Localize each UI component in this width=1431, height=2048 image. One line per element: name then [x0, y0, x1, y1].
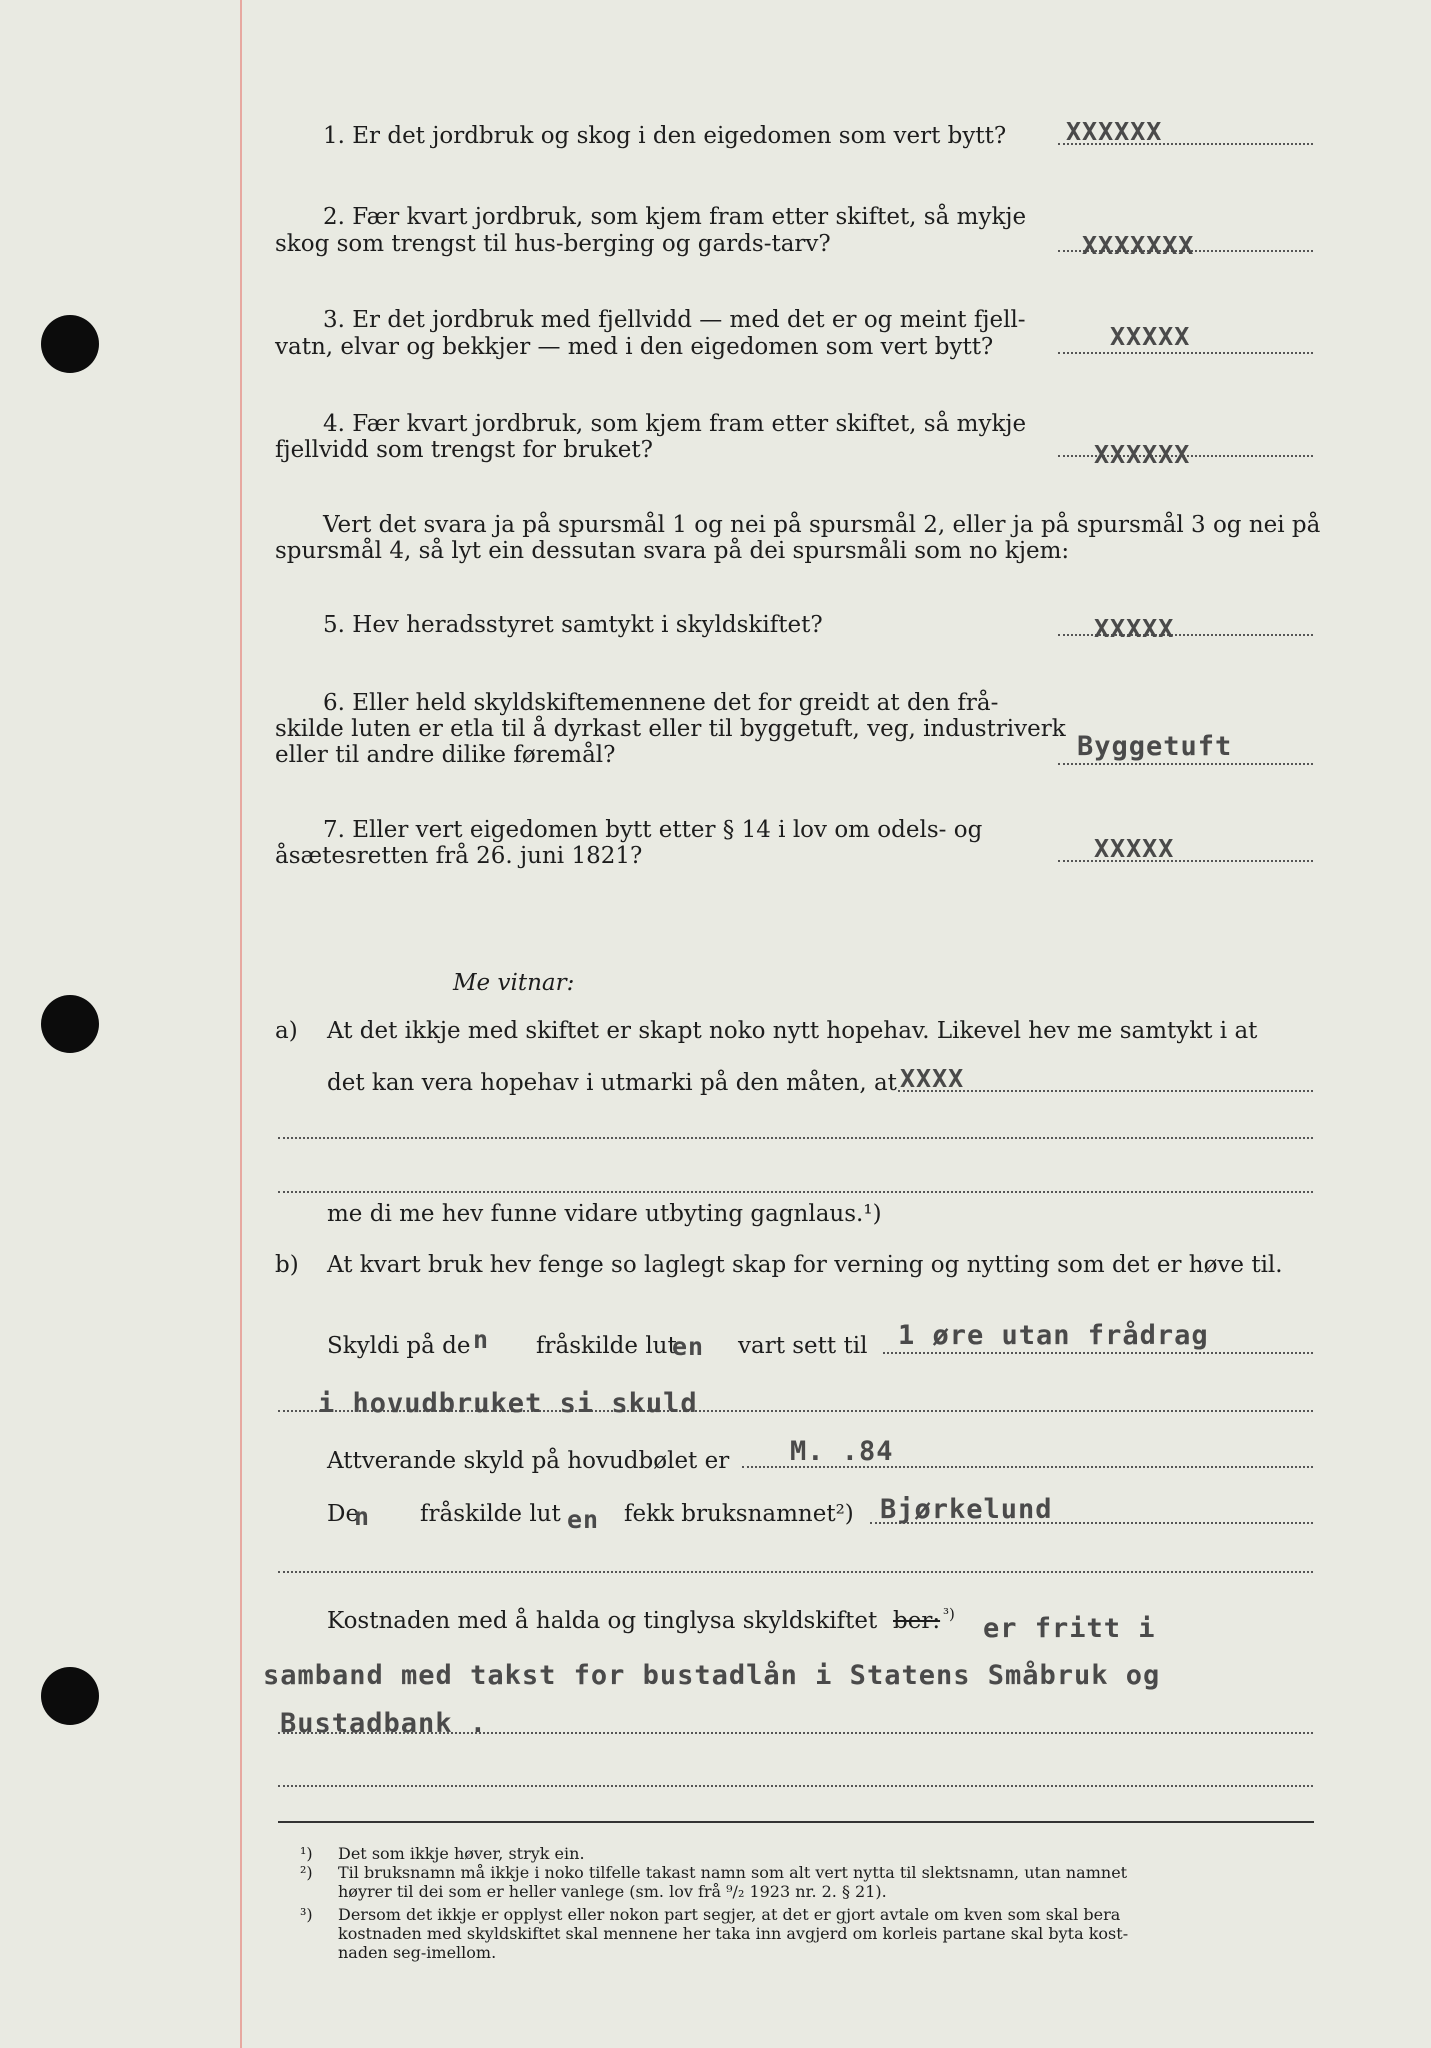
den-label-1: De — [327, 1501, 360, 1527]
question-2-line2: skog som trengst til hus‐berging og gards‐tarv? — [275, 231, 831, 257]
skyld-label-2: fråskilde lut — [536, 1333, 677, 1359]
footnote-3-line1: Dersom det ikkje er opplyst eller nokon part segjer, at det er gjort avtale om kven som skal bera — [338, 1905, 1121, 1924]
question-5: 5. Hev heradsstyret samtykt i skyldskiftet? — [323, 612, 823, 638]
kostnad-typed-1: er fritt i — [983, 1613, 1156, 1644]
skyld-value-2: i hovudbruket si skuld — [318, 1388, 698, 1419]
question-3-line1: 3. Er det jordbruk med fjellvidd — med det er og meint fjell‐ — [323, 307, 1026, 333]
witness-b-label: b) — [275, 1252, 299, 1278]
punch-hole — [41, 995, 99, 1053]
den-typed-en: en — [567, 1505, 600, 1534]
kostnad-typed-3: Bustadbank . — [280, 1708, 488, 1739]
question-6-line3: eller til andre dilike føremål? — [275, 742, 616, 768]
question-6-line1: 6. Eller held skyldskiftemennene det for greidt at den frå‐ — [323, 690, 999, 716]
witness-a-answer: XXXX — [900, 1064, 965, 1093]
answer-6: Byggetuft — [1077, 731, 1233, 762]
footnote-3-mark: ³) — [300, 1905, 313, 1924]
witness-heading: Me vitnar: — [453, 970, 575, 996]
footnote-1-mark: ¹) — [300, 1844, 313, 1863]
kostnad-struck: ber: — [893, 1608, 941, 1634]
witness-a-line2: det kan vera hopehav i utmarki på den måten, at — [327, 1070, 897, 1096]
question-7-line1: 7. Eller vert eigedomen bytt etter § 14 i lov om odels‐ og — [323, 817, 983, 843]
skyld-typed-n: n — [473, 1325, 490, 1354]
question-4-line2: fjellvidd som trengst for bruket? — [275, 437, 653, 463]
footnote-1: Det som ikkje høver, stryk ein. — [338, 1844, 585, 1863]
witness-b-line1: At kvart bruk hev fenge so laglegt skap for verning og nytting som det er høve til. — [327, 1252, 1283, 1278]
intro-line1: Vert det svara ja på spursmål 1 og nei på spursmål 2, eller ja på spursmål 3 og nei på — [323, 512, 1321, 538]
answer-2: XXXXXXX — [1082, 231, 1195, 260]
answer-1: XXXXXX — [1066, 117, 1163, 146]
footnote-2-mark: ²) — [300, 1863, 313, 1882]
footnote-2-line1: Til bruksnamn må ikkje i noko tilfelle takast namn som alt vert nytta til slektsnamn, utan namnet — [338, 1863, 1128, 1882]
bruksnamn-value: Bjørkelund — [880, 1494, 1053, 1525]
skyld-value-line — [883, 1352, 1313, 1354]
answer-5: XXXXX — [1094, 614, 1175, 643]
blank-line — [278, 1785, 1313, 1787]
attverande-value: M. .84 — [790, 1436, 894, 1467]
answer-line-3 — [1058, 352, 1313, 354]
blank-line — [278, 1191, 1313, 1193]
footnote-3-line3: naden seg‐imellom. — [338, 1943, 497, 1962]
den-label-3: fekk bruksnamnet²) — [624, 1501, 854, 1527]
question-6-line2: skilde luten er etla til å dyrkast eller til byggetuft, veg, industriverk — [275, 716, 1066, 742]
kostnad-typed-2: samband med takst for bustadlån i Statens Småbruk og — [263, 1660, 1161, 1691]
margin-line — [240, 0, 242, 2048]
kostnad-sup: ³) — [943, 1605, 955, 1623]
skyld-label-3: vart sett til — [738, 1333, 868, 1359]
question-3-line2: vatn, elvar og bekkjer — med i den eigedomen som vert bytt? — [275, 334, 994, 360]
question-7-line2: åsætesretten frå 26. juni 1821? — [275, 843, 643, 869]
answer-7: XXXXX — [1094, 834, 1175, 863]
witness-a-line1: At det ikkje med skiftet er skapt noko nytt hopehav. Likevel hev me samtykt i at — [327, 1018, 1258, 1044]
kostnad-label: Kostnaden med å halda og tinglysa skyldskiftet — [327, 1608, 878, 1634]
punch-hole — [41, 315, 99, 373]
footnote-3-line2: kostnaden med skyldskiftet skal mennene her taka inn avgjerd om korleis partane skal byta kost‐ — [338, 1924, 1129, 1943]
answer-3: XXXXX — [1110, 322, 1191, 351]
skyld-label-1: Skyldi på de — [327, 1333, 471, 1359]
punch-hole — [41, 1667, 99, 1725]
blank-line — [278, 1137, 1313, 1139]
question-4-line1: 4. Fær kvart jordbruk, som kjem fram etter skiftet, så mykje — [323, 411, 1027, 437]
answer-4: XXXXXX — [1094, 440, 1191, 469]
blank-line — [278, 1571, 1313, 1573]
den-label-2: fråskilde lut — [420, 1501, 561, 1527]
den-typed-n: n — [354, 1502, 371, 1531]
footnote-2-line2: høyrer til dei som er heller vanlege (sm. lov frå ⁹/₂ 1923 nr. 2. § 21). — [338, 1882, 887, 1901]
witness-a-label: a) — [275, 1018, 298, 1044]
blank-line — [278, 1732, 1313, 1734]
question-2-line1: 2. Fær kvart jordbruk, som kjem fram etter skiftet, så mykje — [323, 204, 1027, 230]
answer-line-6 — [1058, 763, 1313, 765]
footnote-rule — [278, 1821, 1314, 1823]
intro-line2: spursmål 4, så lyt ein dessutan svara på dei spursmåli som no kjem: — [275, 538, 1070, 564]
question-1: 1. Er det jordbruk og skog i den eigedomen som vert bytt? — [323, 123, 1007, 149]
skyld-typed-en: en — [672, 1332, 705, 1361]
witness-a-line3: me di me hev funne vidare utbyting gagnlaus.¹) — [327, 1201, 882, 1227]
skyld-value-1: 1 øre utan frådrag — [898, 1320, 1209, 1351]
attverande-label: Attverande skyld på hovudbølet er — [327, 1448, 730, 1474]
